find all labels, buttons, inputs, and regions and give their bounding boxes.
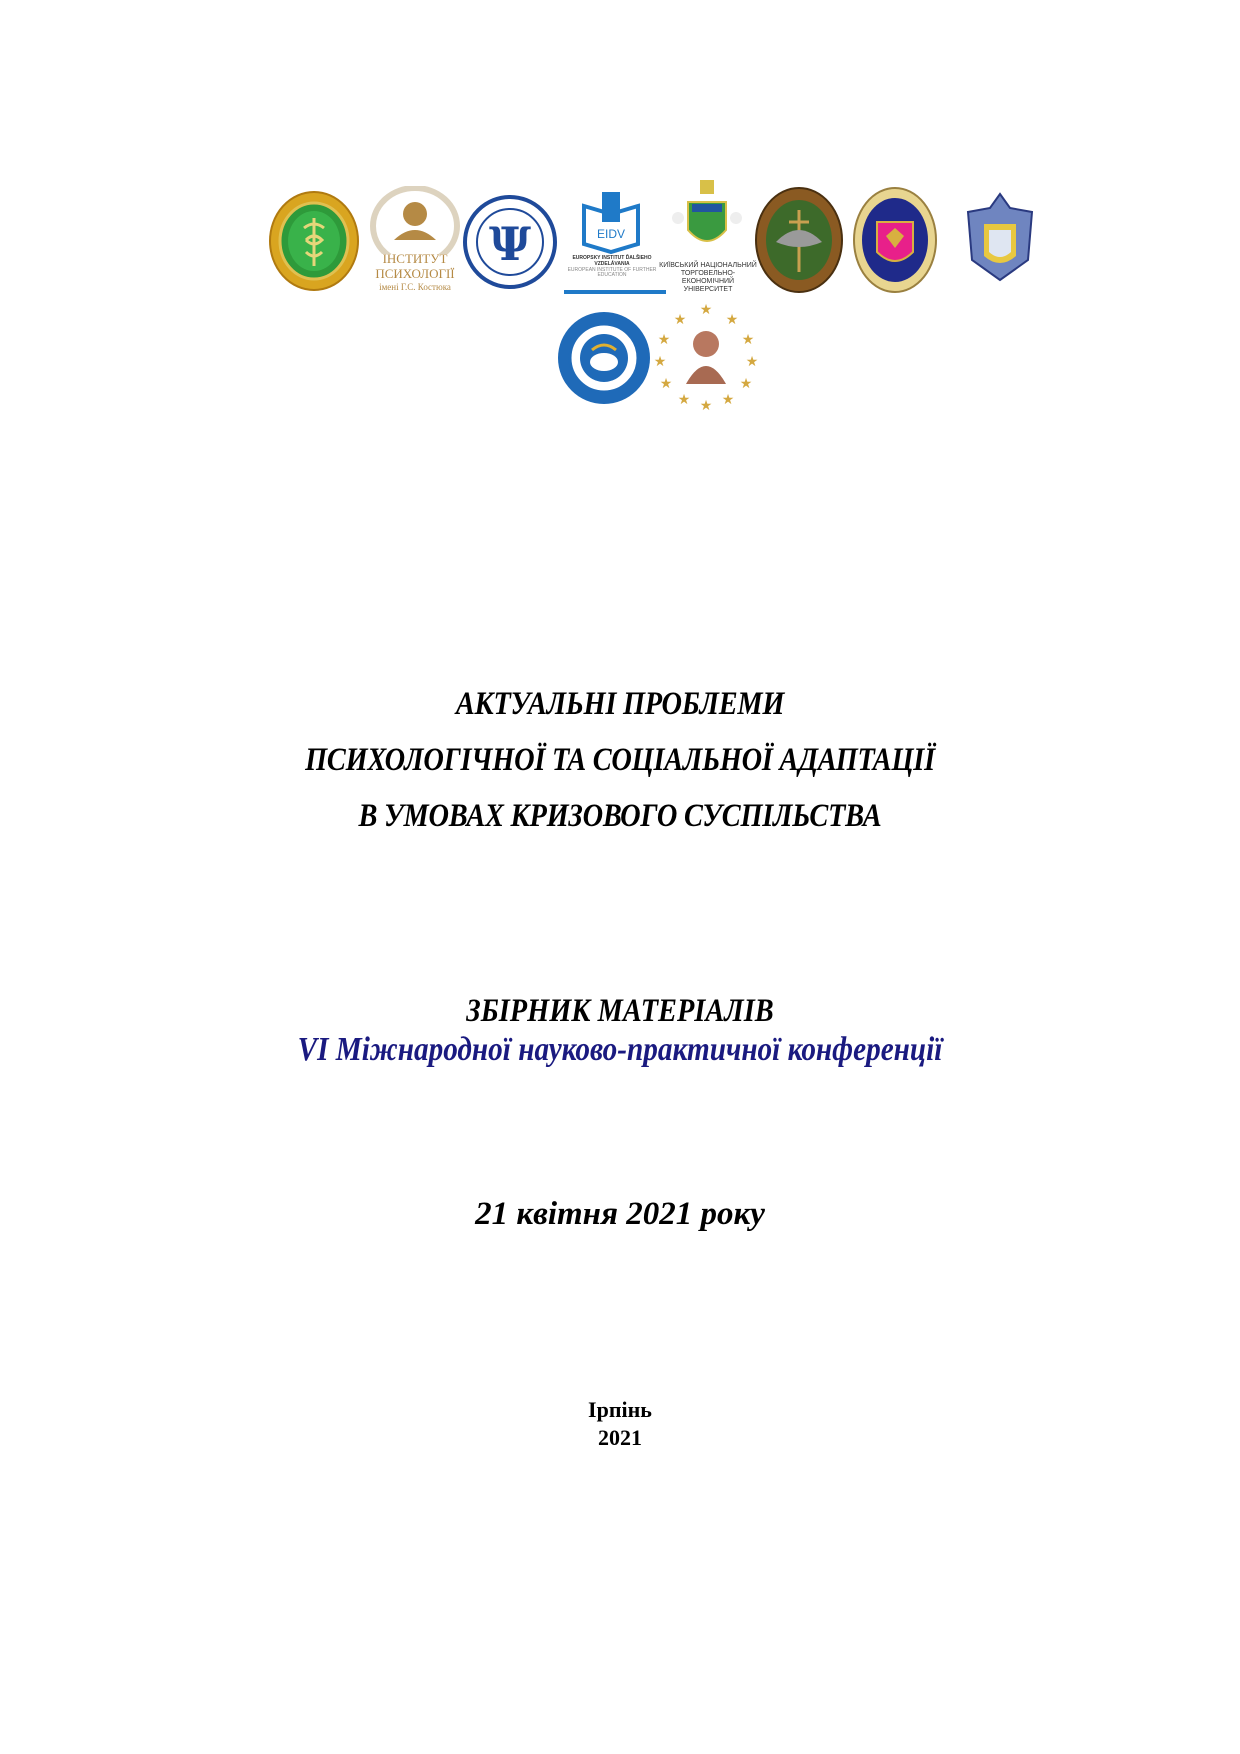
- logo-bust-stars-university-seal: [654, 302, 758, 412]
- logo-eagle-university-crest: [962, 190, 1038, 286]
- publication-place: [0, 1396, 1240, 1452]
- logo-kyiv-construction-university-seal: [852, 186, 938, 294]
- psi-icon: Ψ: [488, 217, 532, 271]
- svg-text:★: ★: [659, 377, 673, 392]
- conference-label: VI Міжнародної науково-практичної конференції: [297, 1031, 943, 1068]
- logo-institute-psychology-kostiuk: [370, 186, 460, 254]
- collection-label: ЗБІРНИК МАТЕРІАЛІВ: [466, 993, 774, 1029]
- svg-text:★: ★: [745, 355, 758, 370]
- svg-text:EIDV: EIDV: [596, 227, 626, 241]
- svg-text:★: ★: [657, 333, 671, 348]
- city: Ірпінь: [588, 1397, 652, 1422]
- conference-date: 21 квітня 2021 року: [475, 1196, 765, 1232]
- logo-kneu-coat-of-arms: [670, 178, 744, 256]
- document-subtitle: [0, 992, 1240, 1070]
- svg-text:★: ★: [725, 313, 739, 328]
- svg-text:★: ★: [673, 313, 687, 328]
- eidv-underline: [564, 290, 666, 294]
- year: 2021: [598, 1425, 642, 1450]
- title-line-2: ПСИХОЛОГІЧНОЇ ТА СОЦІАЛЬНОЇ АДАПТАЦІЇ: [305, 742, 935, 778]
- svg-text:★: ★: [721, 393, 735, 408]
- title-line-1: АКТУАЛЬНІ ПРОБЛЕМИ: [455, 686, 785, 722]
- svg-text:★: ★: [654, 355, 667, 370]
- kostiuk-caption: ІНСТИТУТ ПСИХОЛОГІЇ імені Г.С. Костюка: [375, 251, 455, 292]
- logo-national-guard-academy-seal: [754, 186, 844, 294]
- eidv-caption: EUROPSKY INSTITUT ĎALŠIEHO VZDELÁVANIA EUROPEAN INSTITUTE OF FURTHER EDUCATION: [567, 255, 657, 279]
- logo-tbilisi-university-seal: [556, 310, 652, 406]
- svg-text:★: ★: [699, 303, 713, 318]
- svg-text:★: ★: [699, 399, 713, 412]
- svg-text:★: ★: [739, 377, 753, 392]
- svg-text:★: ★: [741, 333, 755, 348]
- kneu-caption: КИЇВСЬКИЙ НАЦІОНАЛЬНИЙ ТОРГОВЕЛЬНО-ЕКОНОМІЧНИЙ УНІВЕРСИТЕТ: [659, 262, 757, 294]
- logo-eidv: [578, 186, 644, 254]
- document-title: [0, 676, 1240, 844]
- title-line-3: В УМОВАХ КРИЗОВОГО СУСПІЛЬСТВА: [358, 798, 882, 834]
- logo-green-caduceus-seal: [268, 190, 360, 292]
- logo-institute-social-political-psychology: [462, 194, 558, 290]
- svg-text:★: ★: [677, 393, 691, 408]
